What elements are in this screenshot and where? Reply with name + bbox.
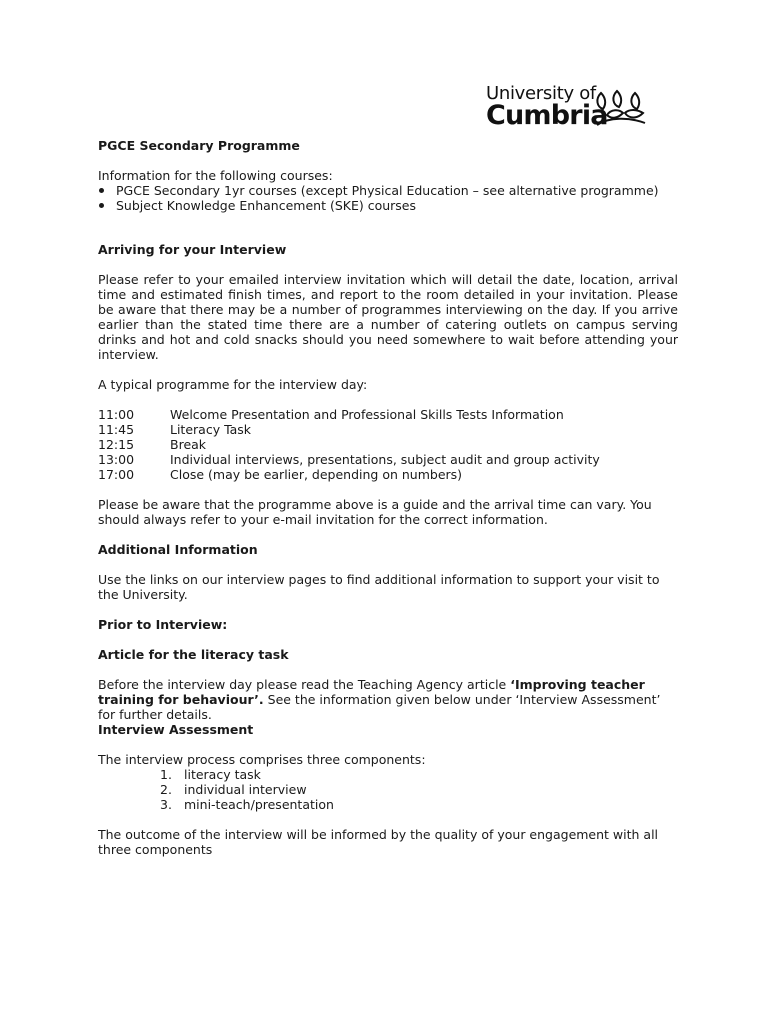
courses-list: [98, 183, 678, 213]
additional-heading: Additional Information: [98, 542, 258, 557]
document-title: PGCE Secondary Programme: [98, 138, 300, 153]
schedule-time: 12:15: [98, 437, 135, 452]
table-row: [98, 467, 600, 482]
list-item: [98, 782, 678, 797]
schedule-item: Welcome Presentation and Professional Skills Tests Information: [170, 407, 564, 422]
programme-intro: A typical programme for the interview day:: [98, 377, 368, 392]
article-text: [98, 677, 678, 722]
article-text-before: Before the interview day please read the Teaching Agency article: [98, 677, 511, 692]
schedule-item: Break: [170, 437, 207, 452]
article-title: ‘Improving teacher training for behaviour’.: [98, 677, 645, 707]
courses-intro: Information for the following courses:: [98, 168, 333, 183]
list-label: mini-teach/presentation: [184, 797, 334, 812]
university-logo: [486, 84, 648, 130]
list-label: individual interview: [184, 782, 307, 797]
schedule-item: Close (may be earlier, depending on numbers): [170, 467, 463, 482]
list-item: [98, 767, 678, 782]
prior-heading: Prior to Interview:: [98, 617, 228, 632]
list-item: [98, 797, 678, 812]
table-row: [98, 407, 600, 422]
list-number: 1.: [160, 767, 172, 782]
components-list: [98, 767, 678, 812]
list-item: Subject Knowledge Enhancement (SKE) courses: [98, 198, 678, 213]
leaves-icon: [593, 87, 649, 131]
article-heading: Article for the literacy task: [98, 647, 289, 662]
schedule-time: 17:00: [98, 467, 135, 482]
assessment-outcome: The outcome of the interview will be informed by the quality of your engagement with all three components: [98, 827, 659, 857]
list-label: literacy task: [184, 767, 261, 782]
arriving-text: Please refer to your emailed interview invitation which will detail the date, location, arrival time and estimated finish times, and report to the room detailed in your invitation. Please be aware that there may be a number of programmes interviewing on the day. If you arrive earlier than the stated time there are a number of catering outlets on campus serving drinks and hot and cold snacks should you need somewhere to wait before attending your interview.: [98, 272, 678, 362]
assessment-heading: Interview Assessment: [98, 722, 254, 737]
schedule-item: Literacy Task: [170, 422, 252, 437]
logo-line-1: University of: [486, 83, 596, 104]
schedule-time: 13:00: [98, 452, 135, 467]
logo-line-2: Cumbria: [486, 100, 608, 131]
additional-text: Use the links on our interview pages to find additional information to support your visit to the University.: [98, 572, 660, 602]
programme-note: Please be aware that the programme above is a guide and the arrival time can vary. You should always refer to your e-mail invitation for the correct information.: [98, 497, 652, 527]
document-body: [98, 138, 678, 857]
article-text-after: See the information given below under ‘Interview Assessment’ for further details.: [98, 692, 661, 722]
schedule-item: Individual interviews, presentations, subject audit and group activity: [170, 452, 600, 467]
table-row: [98, 422, 600, 437]
schedule-time: 11:45: [98, 422, 135, 437]
assessment-intro: The interview process comprises three components:: [98, 752, 426, 767]
table-row: [98, 452, 600, 467]
list-number: 3.: [160, 797, 172, 812]
schedule-time: 11:00: [98, 407, 135, 422]
table-row: [98, 437, 600, 452]
schedule-table: [98, 407, 600, 482]
list-number: 2.: [160, 782, 172, 797]
arriving-heading: Arriving for your Interview: [98, 242, 287, 257]
list-item: PGCE Secondary 1yr courses (except Physical Education – see alternative programme): [98, 183, 678, 198]
